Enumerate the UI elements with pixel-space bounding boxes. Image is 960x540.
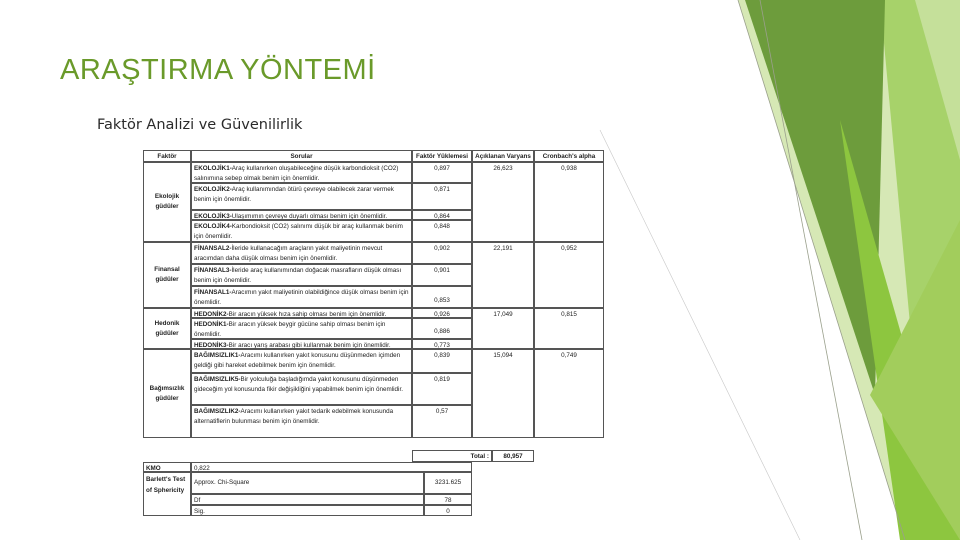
factor-loading: 0,853 <box>412 286 472 308</box>
factor-analysis-table <box>143 150 604 516</box>
header-loading: Faktör Yüklemesi <box>412 150 472 162</box>
bartlett-row-label: Df <box>191 494 424 505</box>
bartlett-row-value: 0 <box>424 505 472 516</box>
kmo-value: 0,822 <box>191 462 472 472</box>
item-statement: BAĞIMSIZLIK5-Bir yolculuğa başladığımda yakıt konusunu düşünmeden gideceğim yol konusunda fikir değişikliğini yapabilmek benim için önemlidir. <box>191 373 412 405</box>
bartlett-row-label: Sig. <box>191 505 424 516</box>
explained-variance: 15,094 <box>472 349 534 438</box>
factor-name: Bağımsızlık güdüler <box>143 349 191 438</box>
item-statement: HEDONİK2-Bir aracın yüksek hıza sahip olması benim için önemlidir. <box>191 308 412 318</box>
item-statement: HEDONİK1-Bir aracın yüksek beygir gücüne sahip olması benim için önemlidir. <box>191 318 412 339</box>
header-factor: Faktör <box>143 150 191 162</box>
factor-loading: 0,848 <box>412 220 472 242</box>
cronbach-alpha: 0,815 <box>534 308 604 349</box>
slide-title: ARAŞTIRMA YÖNTEMİ <box>60 54 376 86</box>
item-statement: FİNANSAL3-İleride araç kullanımından doğacak masrafların düşük olması benim için önemlidir. <box>191 264 412 286</box>
kmo-label: KMO <box>143 462 191 472</box>
bartlett-row-value: 78 <box>424 494 472 505</box>
item-statement: FİNANSAL2-İleride kullanacağım araçların yakıt maliyetinin mevcut aracımdan daha düşük olması benim için önemlidir. <box>191 242 412 264</box>
header-items: Sorular <box>191 150 412 162</box>
slide-subtitle: Faktör Analizi ve Güvenilirlik <box>97 117 303 133</box>
item-statement: EKOLOJİK2-Araç kullanımından ötürü çevreye olabilecek zarar vermek benim için önemlidir. <box>191 183 412 210</box>
factor-loading: 0,57 <box>412 405 472 438</box>
explained-variance: 22,191 <box>472 242 534 308</box>
factor-loading: 0,819 <box>412 373 472 405</box>
item-statement: EKOLOJİK1-Araç kullanırken oluşabileceğine düşük karbondioksit (CO2) salınımına sebep olmak benim için önemlidir. <box>191 162 412 183</box>
item-statement: EKOLOJİK4-Karbondioksit (CO2) salınımı düşük bir araç kullanmak benim için önemlidir. <box>191 220 412 242</box>
item-statement: BAĞIMSIZLIK2-Aracımı kullanırken yakıt tedarik edebilmek konusunda alternatiflerin bulunması benim için önemlidir. <box>191 405 412 438</box>
factor-loading: 0,897 <box>412 162 472 183</box>
cronbach-alpha: 0,749 <box>534 349 604 438</box>
total-label: Total : <box>412 450 492 462</box>
factor-loading: 0,773 <box>412 339 472 349</box>
factor-name: Hedonik güdüler <box>143 308 191 349</box>
factor-loading: 0,864 <box>412 210 472 220</box>
factor-name: Finansal güdüler <box>143 242 191 308</box>
item-statement: BAĞIMSIZLIK1-Aracımı kullanırken yakıt konusunu düşünmeden içimden geldiği gibi hareket edebilmek benim için önemlidir. <box>191 349 412 373</box>
factor-loading: 0,902 <box>412 242 472 264</box>
explained-variance: 17,049 <box>472 308 534 349</box>
factor-loading: 0,901 <box>412 264 472 286</box>
bartlett-label: Barlett's Test of Sphericity <box>143 472 191 516</box>
bartlett-row-value: 3231.625 <box>424 472 472 494</box>
header-alpha: Cronbach's alpha <box>534 150 604 162</box>
cronbach-alpha: 0,938 <box>534 162 604 242</box>
factor-loading: 0,926 <box>412 308 472 318</box>
item-statement: FİNANSAL1-Aracımın yakıt maliyetinin olabildiğince düşük olması benim için önemlidir. <box>191 286 412 308</box>
factor-name: Ekolojik güdüler <box>143 162 191 242</box>
factor-loading: 0,871 <box>412 183 472 210</box>
factor-loading: 0,886 <box>412 318 472 339</box>
item-statement: HEDONİK3-Bir aracı yarış arabası gibi kullanmak benim için önemlidir. <box>191 339 412 349</box>
total-value: 80,957 <box>492 450 534 462</box>
explained-variance: 26,623 <box>472 162 534 242</box>
cronbach-alpha: 0,952 <box>534 242 604 308</box>
item-statement: EKOLOJİK3-Ulaşımımın çevreye duyarlı olması benim için önemlidir. <box>191 210 412 220</box>
bartlett-row-label: Approx. Chi-Square <box>191 472 424 494</box>
header-variance: Açıklanan Varyans <box>472 150 534 162</box>
factor-loading: 0,839 <box>412 349 472 373</box>
